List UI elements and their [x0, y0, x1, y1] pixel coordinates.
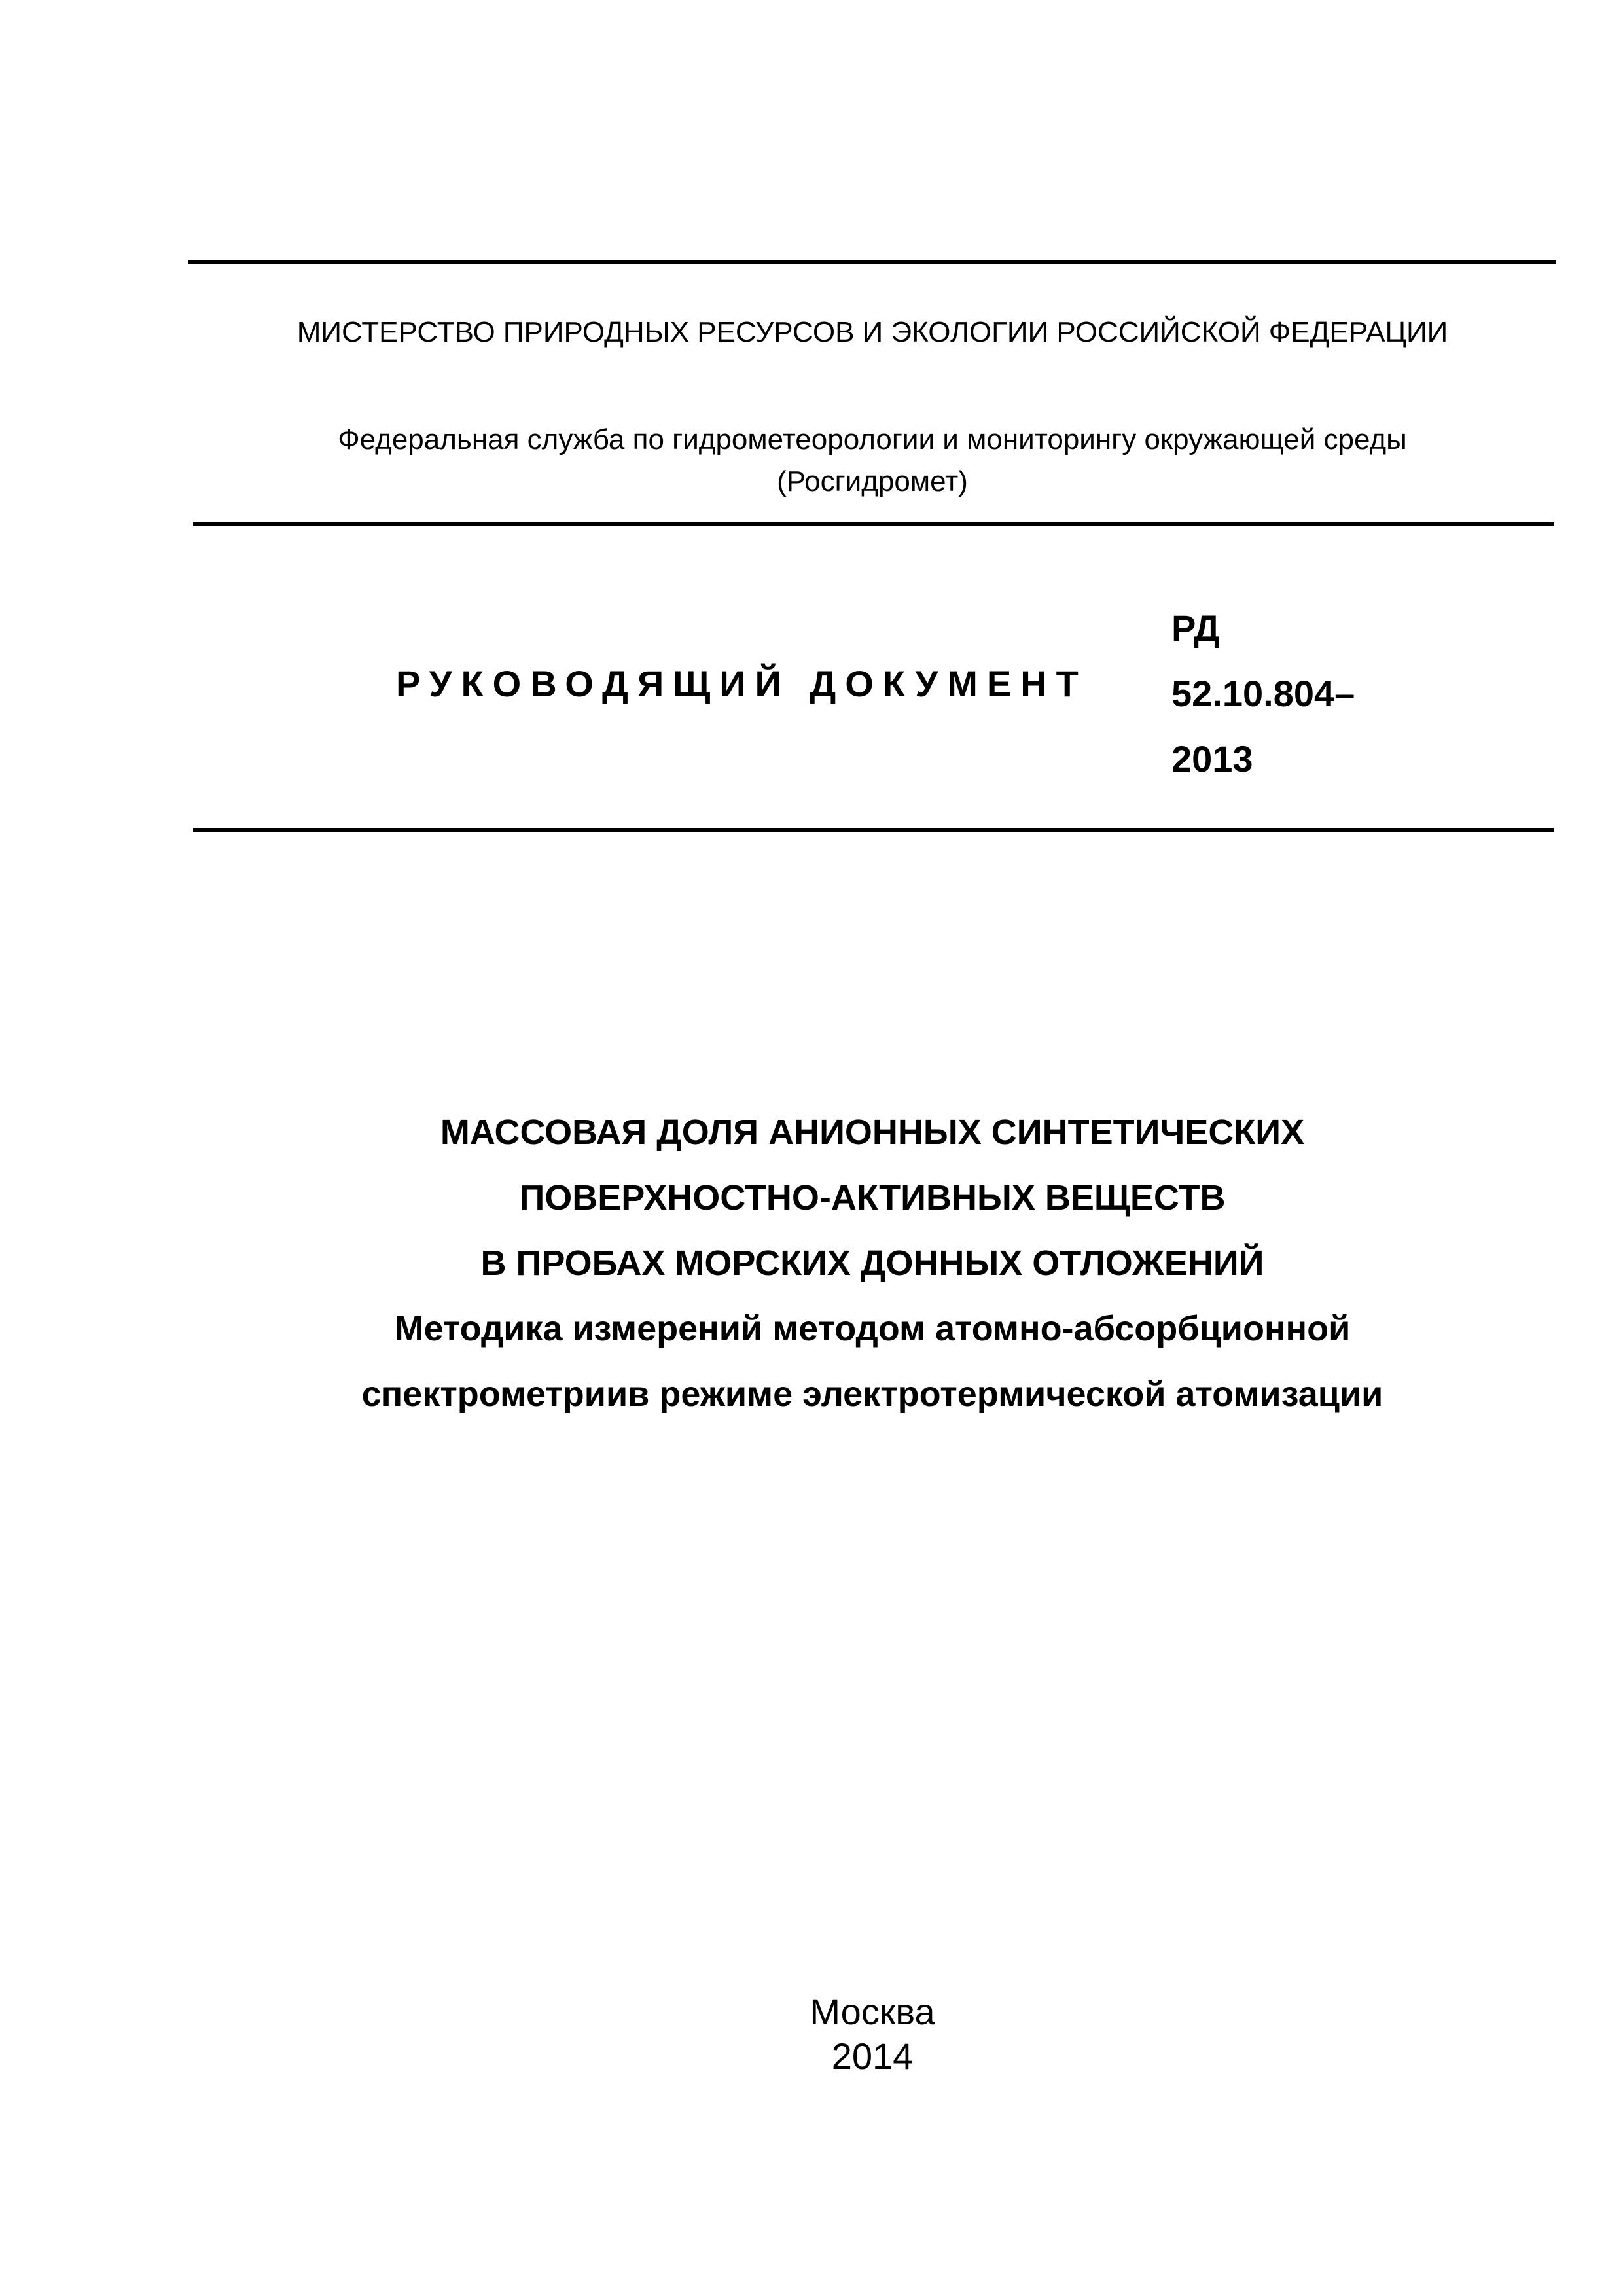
document-number-code: 52.10.804– [1171, 673, 1355, 714]
top-rule [188, 260, 1556, 264]
title-line-3: В ПРОБАХ МОРСКИХ ДОННЫХ ОТЛОЖЕНИЙ [480, 1244, 1264, 1283]
agency-block [188, 419, 1556, 503]
document-number-prefix: РД [1171, 607, 1220, 649]
header-divider [193, 522, 1554, 526]
publication-city: Москва [810, 1991, 935, 2032]
agency-name: Федеральная служба по гидрометеорологии и мониторингу окружающей среды [338, 423, 1407, 456]
document-type-divider [193, 828, 1554, 832]
document-title [188, 1100, 1556, 1427]
publication-year: 2014 [831, 2036, 914, 2077]
document-number [1171, 596, 1355, 792]
document-type: РУКОВОДЯЩИЙ ДОКУМЕНТ [396, 663, 1088, 704]
document-number-year: 2013 [1171, 738, 1253, 780]
agency-abbreviation: (Росгидромет) [777, 465, 968, 497]
title-line-1: МАССОВАЯ ДОЛЯ АНИОННЫХ СИНТЕТИЧЕСКИХ [440, 1113, 1305, 1152]
title-line-2: ПОВЕРХНОСТНО-АКТИВНЫХ ВЕЩЕСТВ [519, 1178, 1226, 1217]
subtitle-line-2: спектрометриив режиме электротермической атомизации [361, 1374, 1383, 1414]
ministry-name: МИСТЕРСТВО ПРИРОДНЫХ РЕСУРСОВ И ЭКОЛОГИИ РОССИЙСКОЙ ФЕДЕРАЦИИ [296, 316, 1448, 348]
publication-place-year [188, 1990, 1556, 2079]
subtitle-line-1: Методика измерений методом атомно-абсорбционной [394, 1309, 1351, 1348]
